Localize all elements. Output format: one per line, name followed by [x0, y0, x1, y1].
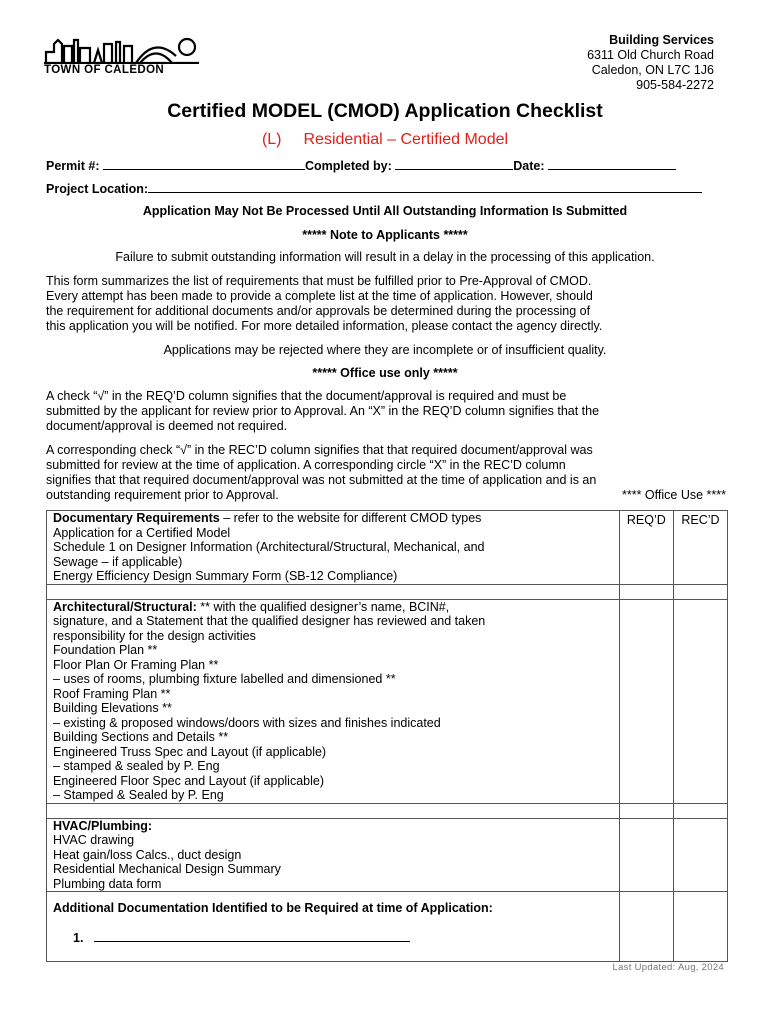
list-item: Engineered Floor Spec and Layout (if applicable) [53, 773, 325, 788]
last-updated: Last Updated: Aug, 2024 [612, 962, 724, 973]
permit-label: Permit #: [46, 159, 100, 173]
documentary-heading-line [53, 511, 613, 526]
note-heading: ***** Note to Applicants ***** [302, 228, 468, 242]
corresponding-line: A corresponding check “√” in the REC’D column signifies that that required document/approval was [46, 443, 593, 457]
list-item: – Stamped & Sealed by P. Eng [53, 788, 224, 802]
corresponding-line: signifies that that required document/approval was not submitted at the time of application and is an [46, 473, 597, 487]
list-item: Building Sections and Details ** [53, 730, 229, 744]
date-label: Date: [513, 159, 545, 173]
architectural-heading-rest: ** with the qualified designer’s name, BCIN#, [196, 599, 450, 614]
permit-field[interactable] [103, 158, 305, 170]
list-item: Plumbing data form [53, 876, 162, 891]
list-item: – existing & proposed windows/doors with sizes and finishes indicated [53, 715, 441, 730]
form-code: (L) [261, 131, 282, 148]
additional-heading: Additional Documentation Identified to be Required at time of Application: [53, 901, 493, 915]
table-row [47, 599, 728, 803]
list-item: Floor Plan Or Framing Plan ** [53, 657, 219, 672]
list-item: Residential Mechanical Design Summary [53, 862, 281, 876]
date-field[interactable] [548, 158, 676, 170]
completed-by-label: Completed by: [304, 159, 392, 173]
corresponding-line-last [46, 488, 726, 503]
list-item: HVAC drawing [53, 833, 135, 847]
corresponding-last-text: outstanding requirement prior to Approval. [46, 488, 279, 502]
corresponding-paragraph [46, 443, 726, 503]
hvac-plumbing-cell [47, 818, 620, 892]
architectural-intro-line: signature, and a Statement that the qualified designer has reviewed and taken [53, 614, 486, 628]
list-item: Heat gain/loss Calcs., duct design [53, 847, 242, 862]
town-skyline-icon [44, 36, 199, 64]
list-item: Schedule 1 on Designer Information (Architectural/Structural, Mechanical, and [53, 540, 485, 554]
recd-column-header: REC’D [673, 511, 727, 585]
architectural-heading: Architectural/Structural: [53, 599, 197, 614]
architectural-intro-line: responsibility for the design activities [53, 628, 256, 643]
location-line [46, 181, 702, 196]
summary-paragraph [46, 274, 726, 334]
summary-line: Every attempt has been made to provide a complete list at the time of application. However, should [46, 289, 593, 303]
architectural-heading-line [53, 600, 613, 615]
list-item: Energy Efficiency Design Summary Form (SB-12 Compliance) [53, 569, 398, 583]
list-item: Engineered Truss Spec and Layout (if applicable) [53, 744, 327, 759]
logo-text: TOWN OF CALEDON [44, 64, 165, 76]
office-use-note: **** Office Use **** [622, 488, 726, 502]
table-row [47, 584, 728, 599]
table-row [47, 892, 728, 962]
documentary-requirements-cell [47, 511, 620, 585]
spacer-cell [47, 803, 620, 818]
summary-line: this application you will be notified. For more detailed information, please contact the agency directly. [46, 319, 603, 333]
completed-by-field[interactable] [395, 158, 513, 170]
check-line: submitted by the applicant for review prior to Approval. An “X” in the REQ’D column signifies that the [46, 404, 600, 418]
additional-item [53, 930, 613, 946]
hvac-heading: HVAC/Plumbing: [53, 818, 153, 833]
reqd-checkbox-cell[interactable] [619, 892, 673, 962]
summary-line: the requirement for additional documents and/or approvals be determined during the processing of [46, 304, 591, 318]
permit-line [46, 158, 676, 173]
list-item: Building Elevations ** [53, 701, 172, 715]
additional-item-field[interactable] [94, 930, 410, 942]
list-item: Application for a Certified Model [53, 525, 231, 540]
phone-number: 905-584-2272 [636, 78, 714, 92]
project-location-field[interactable] [148, 181, 702, 193]
architectural-structural-cell [47, 599, 620, 803]
check-line: document/approval is deemed not required. [46, 419, 288, 433]
page-subtitle [0, 131, 770, 149]
list-item: – stamped & sealed by P. Eng [53, 759, 220, 773]
documentary-heading: Documentary Requirements [53, 511, 220, 525]
reqd-checkbox-cell[interactable] [619, 818, 673, 892]
recd-checkbox-cell[interactable] [673, 892, 727, 962]
failure-text: Failure to submit outstanding information will result in a delay in the processing of this application. [115, 250, 655, 264]
city-postal: Caledon, ON L7C 1J6 [591, 63, 714, 77]
office-use-heading: ***** Office use only ***** [312, 366, 458, 380]
rejected-text: Applications may be rejected where they are incomplete or of insufficient quality. [163, 343, 607, 357]
reqd-checkbox-cell[interactable] [619, 599, 673, 803]
department-name: Building Services [609, 33, 714, 47]
address-block [587, 33, 714, 93]
table-row [47, 511, 728, 585]
requirements-table [46, 510, 728, 962]
spacer-cell [47, 584, 620, 599]
list-item: Roof Framing Plan ** [53, 686, 171, 701]
recd-checkbox-cell[interactable] [673, 599, 727, 803]
street-address: 6311 Old Church Road [587, 48, 714, 62]
processing-notice: Application May Not Be Processed Until All Outstanding Information Is Submitted [142, 204, 628, 218]
reqd-checkbox-cell[interactable] [619, 584, 673, 599]
list-item: Sewage – if applicable) [53, 554, 183, 569]
page-title: Certified MODEL (CMOD) Application Checklist [167, 100, 603, 122]
reqd-column-header: REQ’D [619, 511, 673, 585]
documentary-heading-rest: – refer to the website for different CMOD types [219, 511, 482, 525]
project-location-label: Project Location: [46, 182, 149, 196]
table-row [47, 803, 728, 818]
reqd-checkbox-cell[interactable] [619, 803, 673, 818]
table-row [47, 818, 728, 892]
subtitle-text: Residential – Certified Model [303, 131, 509, 148]
recd-checkbox-cell[interactable] [673, 584, 727, 599]
summary-line: This form summarizes the list of requirements that must be fulfilled prior to Pre-Approval of CMOD. [46, 274, 592, 288]
additional-documentation-cell [47, 892, 620, 962]
list-item: Foundation Plan ** [53, 643, 158, 657]
list-item: – uses of rooms, plumbing fixture labelled and dimensioned ** [53, 672, 396, 686]
corresponding-line: submitted for review at the time of application. A corresponding circle “X” in the REC’D column [46, 458, 566, 472]
additional-item-number: 1. [73, 930, 84, 945]
check-line: A check “√” in the REQ’D column signifies that the document/approval is required and must be [46, 389, 567, 403]
recd-checkbox-cell[interactable] [673, 803, 727, 818]
check-paragraph [46, 389, 726, 434]
town-logo [44, 36, 199, 78]
recd-checkbox-cell[interactable] [673, 818, 727, 892]
